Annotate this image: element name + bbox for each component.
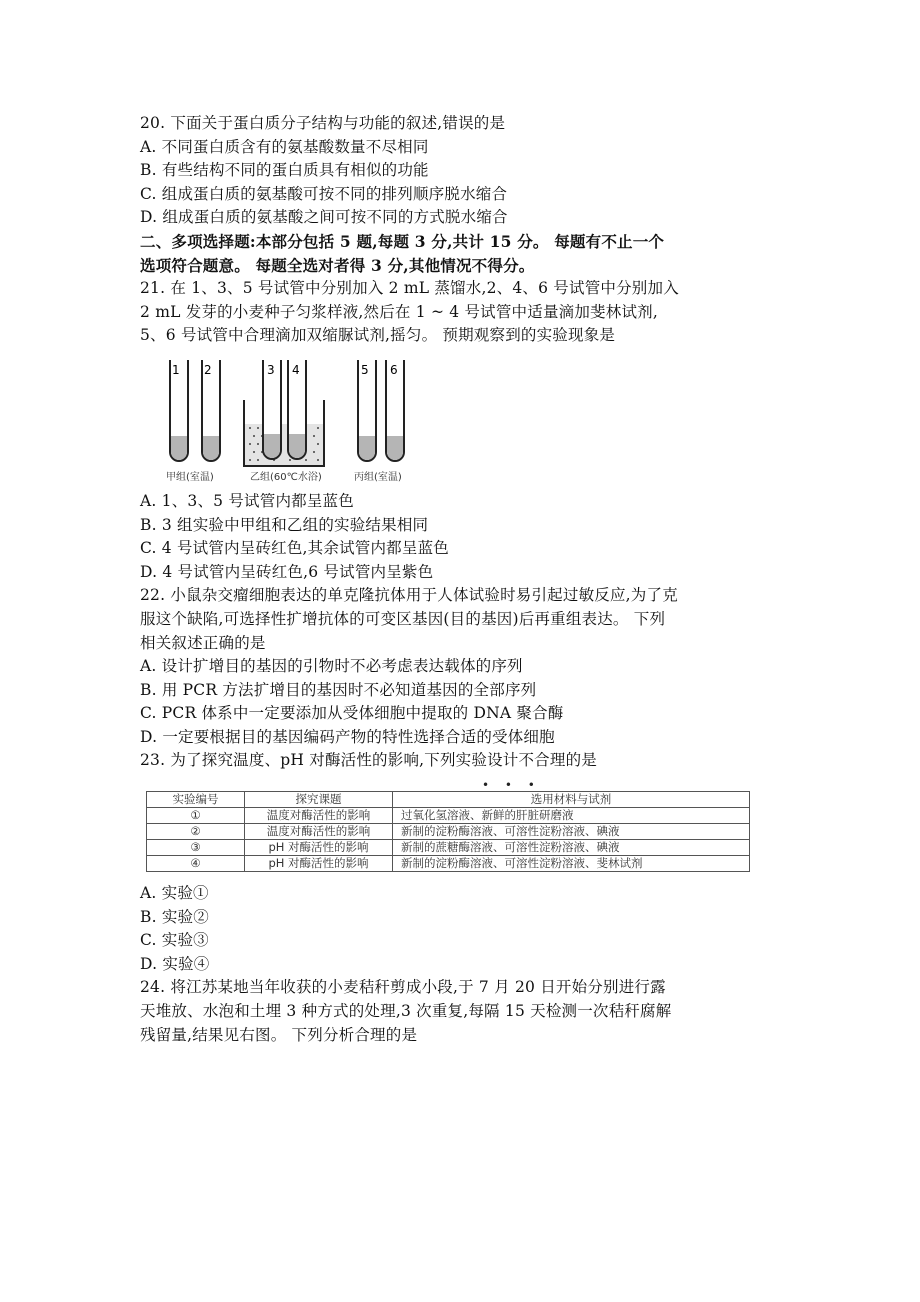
option-a: A. 1、3、5 号试管内都呈蓝色 — [140, 491, 354, 510]
option-b: B. 3 组实验中甲组和乙组的实验结果相同 — [140, 515, 429, 534]
question-23 — [140, 749, 785, 976]
tube-label: 6 — [390, 362, 398, 377]
water-bath — [244, 400, 324, 466]
question-22 — [140, 584, 785, 749]
option-d: D. 一定要根据目的基因编码产物的特性选择合适的受体细胞 — [140, 727, 555, 746]
table-cell: pH 对酶活性的影响 — [245, 856, 393, 872]
table-header-cell: 实验编号 — [147, 792, 245, 808]
table-cell: ① — [147, 808, 245, 824]
question-stem: 23. 为了探究温度、pH 对酶活性的影响,下列实验设计不合理的是 — [140, 751, 597, 770]
question-stem: 21. 在 1、3、5 号试管中分别加入 2 mL 蒸馏水,2、4、6 号试管中分别加入 — [140, 279, 679, 298]
question-stem: 残留量,结果见右图。 下列分析合理的是 — [140, 1025, 418, 1044]
table-cell: 新制的淀粉酶溶液、可溶性淀粉溶液、碘液 — [393, 824, 750, 840]
option-d: D. 组成蛋白质的氨基酸之间可按不同的方式脱水缩合 — [140, 208, 508, 227]
group-label: 甲组(室温) — [166, 471, 214, 483]
question-stem: 相关叙述正确的是 — [140, 633, 266, 652]
table-header-cell: 选用材料与试剂 — [393, 792, 750, 808]
test-tube-figure — [160, 356, 410, 484]
experiment-table-wrap — [146, 778, 750, 872]
option-a: A. 设计扩增目的基因的引物时不必考虑表达载体的序列 — [140, 657, 523, 676]
option-b: B. 用 PCR 方法扩增目的基因时不必知道基因的全部序列 — [140, 680, 537, 699]
table-row — [147, 840, 750, 856]
question-stem: 2 mL 发芽的小麦种子匀浆样液,然后在 1 ~ 4 号试管中适量滴加斐林试剂, — [140, 302, 658, 321]
table-cell: 温度对酶活性的影响 — [245, 808, 393, 824]
question-20 — [140, 112, 785, 230]
option-c: C. 实验③ — [140, 931, 209, 950]
table-cell: 新制的淀粉酶溶液、可溶性淀粉溶液、斐林试剂 — [393, 856, 750, 872]
option-c: C. 组成蛋白质的氨基酸可按不同的排列顺序脱水缩合 — [140, 184, 508, 203]
option-d: D. 实验④ — [140, 954, 210, 973]
table-cell: 温度对酶活性的影响 — [245, 824, 393, 840]
option-d: D. 4 号试管内呈砖红色,6 号试管内呈紫色 — [140, 562, 434, 581]
question-stem: 服这个缺陷,可选择性扩增抗体的可变区基因(目的基因)后再重组表达。 下列 — [140, 609, 666, 628]
table-cell: 新制的蔗糖酶溶液、可溶性淀粉溶液、碘液 — [393, 840, 750, 856]
table-cell: 过氧化氢溶液、新鲜的肝脏研磨液 — [393, 808, 750, 824]
table-header-cell: 探究课题 — [245, 792, 393, 808]
emphasis-dots: • • • — [482, 778, 541, 793]
question-stem: 24. 将江苏某地当年收获的小麦秸秆剪成小段,于 7 月 20 日开始分别进行露 — [140, 978, 666, 997]
option-c: C. 4 号试管内呈砖红色,其余试管内都呈蓝色 — [140, 539, 449, 558]
tube-label: 2 — [204, 362, 212, 377]
group-label: 丙组(室温) — [354, 471, 402, 483]
tube-label: 4 — [292, 362, 300, 377]
table-row — [147, 856, 750, 872]
table-cell: pH 对酶活性的影响 — [245, 840, 393, 856]
section-heading-line: 二、多项选择题:本部分包括 5 题,每题 3 分,共计 15 分。 每题有不止一个 — [140, 231, 665, 251]
question-24 — [140, 976, 785, 1047]
tube-label: 3 — [267, 362, 275, 377]
table-row — [147, 824, 750, 840]
group-label: 乙组(60℃水浴) — [250, 471, 322, 483]
option-b: B. 实验② — [140, 907, 209, 926]
question-stem: 天堆放、水泡和土埋 3 种方式的处理,3 次重复,每隔 15 天检测一次秸秆腐解 — [140, 1002, 672, 1021]
table-cell: ③ — [147, 840, 245, 856]
option-a: A. 不同蛋白质含有的氨基酸数量不尽相同 — [140, 137, 429, 156]
option-b: B. 有些结构不同的蛋白质具有相似的功能 — [140, 161, 429, 180]
question-stem: 22. 小鼠杂交瘤细胞表达的单克隆抗体用于人体试验时易引起过敏反应,为了克 — [140, 586, 678, 605]
table-cell: ② — [147, 824, 245, 840]
option-c: C. PCR 体系中一定要添加从受体细胞中提取的 DNA 聚合酶 — [140, 704, 564, 723]
question-stem: 5、6 号试管中合理滴加双缩脲试剂,摇匀。 预期观察到的实验现象是 — [140, 326, 616, 345]
tube-label: 5 — [361, 362, 369, 377]
tube-label: 1 — [172, 362, 180, 377]
section-heading-line: 选项符合题意。 每题全选对者得 3 分,其他情况不得分。 — [140, 255, 535, 275]
question-21 — [140, 277, 785, 584]
table-cell: ④ — [147, 856, 245, 872]
table-header-row — [147, 792, 750, 808]
option-a: A. 实验① — [140, 884, 209, 903]
exam-page — [140, 112, 785, 1047]
table-row — [147, 808, 750, 824]
question-stem: 20. 下面关于蛋白质分子结构与功能的叙述,错误的是 — [140, 114, 506, 132]
section-heading — [140, 230, 785, 277]
experiment-table — [146, 791, 750, 872]
